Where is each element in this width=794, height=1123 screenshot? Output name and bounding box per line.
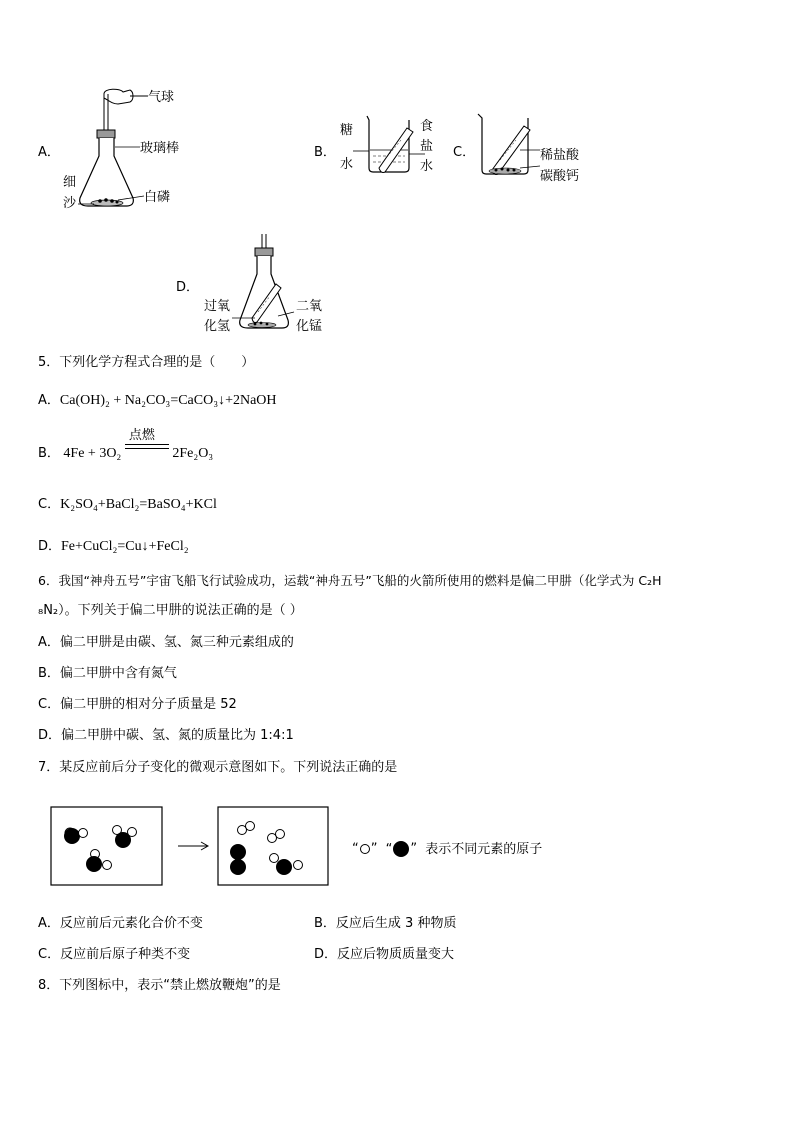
q5-option-a-letter: A．	[38, 393, 60, 408]
label-sugar: 糖	[340, 123, 354, 138]
white-atom-icon	[359, 843, 371, 855]
double-line	[125, 444, 169, 449]
q7-option-b: B．反应后生成 3 种物质	[314, 916, 457, 931]
q8-stem: 8．下列图标中，表示“禁止燃放鞭炮”的是	[38, 978, 281, 993]
q5-option-b-letter: B．	[38, 446, 60, 461]
q6-option-c: C．偏二甲肼的相对分子质量是 52	[38, 697, 237, 712]
reaction-condition-text: 点燃	[128, 428, 155, 443]
option-a-letter: A．	[38, 145, 60, 160]
q7-reaction-diagram	[50, 806, 340, 888]
figure-d-flask-peroxide	[200, 232, 340, 336]
legend-quote-close-1: ”	[370, 841, 378, 857]
label-calcium-carbonate: 碳酸钙	[540, 169, 580, 184]
figure-c-beaker-acid	[472, 110, 602, 186]
q5-option-b-left: 4Fe + 3O₂	[63, 446, 122, 461]
q5-option-b	[38, 424, 213, 464]
option-d-letter: D．	[176, 280, 200, 295]
option-b-letter: B．	[314, 145, 336, 160]
q5-option-d	[38, 535, 189, 555]
q5-option-a	[38, 389, 277, 409]
q5-option-c	[38, 493, 217, 513]
q7-stem: 7．某反应前后分子变化的微观示意图如下。下列说法正确的是	[38, 760, 398, 775]
label-salt-2: 盐	[420, 139, 434, 154]
q6-option-a: A．偏二甲肼是由碳、氢、氮三种元素组成的	[38, 635, 294, 650]
label-salt-3: 水	[420, 159, 434, 174]
q5-option-d-equation: Fe+CuCl₂=Cu↓+FeCl₂	[61, 539, 189, 554]
figure-b-beaker-sugar	[335, 110, 445, 180]
label-glass-rod: 玻璃棒	[140, 141, 180, 156]
label-balloon: 气球	[148, 90, 175, 105]
q5-option-a-equation: Ca(OH)₂ + Na₂CO₃=CaCO₃↓+2NaOH	[59, 393, 277, 408]
q7-option-d: D．反应后物质质量变大	[314, 947, 455, 962]
label-salt-1: 食	[420, 119, 434, 134]
option-c-letter: C．	[453, 145, 476, 160]
q6-stem-line1: 6．我国“神舟五号”宇宙飞船飞行试验成功，运载“神舟五号”飞船的火箭所使用的燃料是偏二甲肼（化学式为 C₂H	[38, 573, 662, 588]
q7-option-c: C．反应前后原子种类不变	[38, 947, 191, 962]
q5-option-d-letter: D．	[38, 539, 62, 554]
label-white-phosphorus: 白磷	[144, 190, 171, 205]
label-h2o2-1: 过氧	[204, 299, 231, 314]
q7-legend	[352, 840, 542, 859]
q6-stem-line2: ₈N₂）。下列关于偏二甲肼的说法正确的是（ ）	[38, 603, 303, 618]
label-h2o2-2: 化氢	[204, 319, 231, 334]
q5-option-c-letter: C．	[38, 497, 61, 512]
legend-text: 表示不同元素的原子	[425, 841, 543, 857]
legend-quote-open-1: “	[352, 841, 359, 857]
q6-option-b: B．偏二甲肼中含有氮气	[38, 666, 177, 681]
label-mno2-2: 化锰	[296, 319, 323, 334]
label-water-left: 水	[340, 157, 354, 172]
q5-stem: 5．下列化学方程式合理的是（ ）	[38, 355, 255, 370]
reaction-condition-arrow	[125, 422, 169, 452]
label-mno2-1: 二氧	[296, 299, 323, 314]
figure-a-flask-phosphorus	[60, 86, 200, 216]
q5-option-c-equation: K₂SO₄+BaCl₂=BaSO₄+KCl	[60, 497, 217, 512]
black-atom-icon	[392, 840, 410, 858]
legend-quote-close-2: ”	[410, 841, 418, 857]
label-sand-2: 沙	[63, 196, 77, 211]
label-sand-1: 细	[63, 175, 77, 190]
q6-option-d: D．偏二甲肼中碳、氢、氮的质量比为 1:4:1	[38, 728, 294, 743]
legend-quote-open-2: “	[385, 841, 393, 857]
label-dilute-hcl: 稀盐酸	[540, 148, 580, 163]
q5-option-b-right: 2Fe₂O₃	[172, 446, 214, 461]
q7-option-a: A．反应前后元素化合价不变	[38, 916, 203, 931]
